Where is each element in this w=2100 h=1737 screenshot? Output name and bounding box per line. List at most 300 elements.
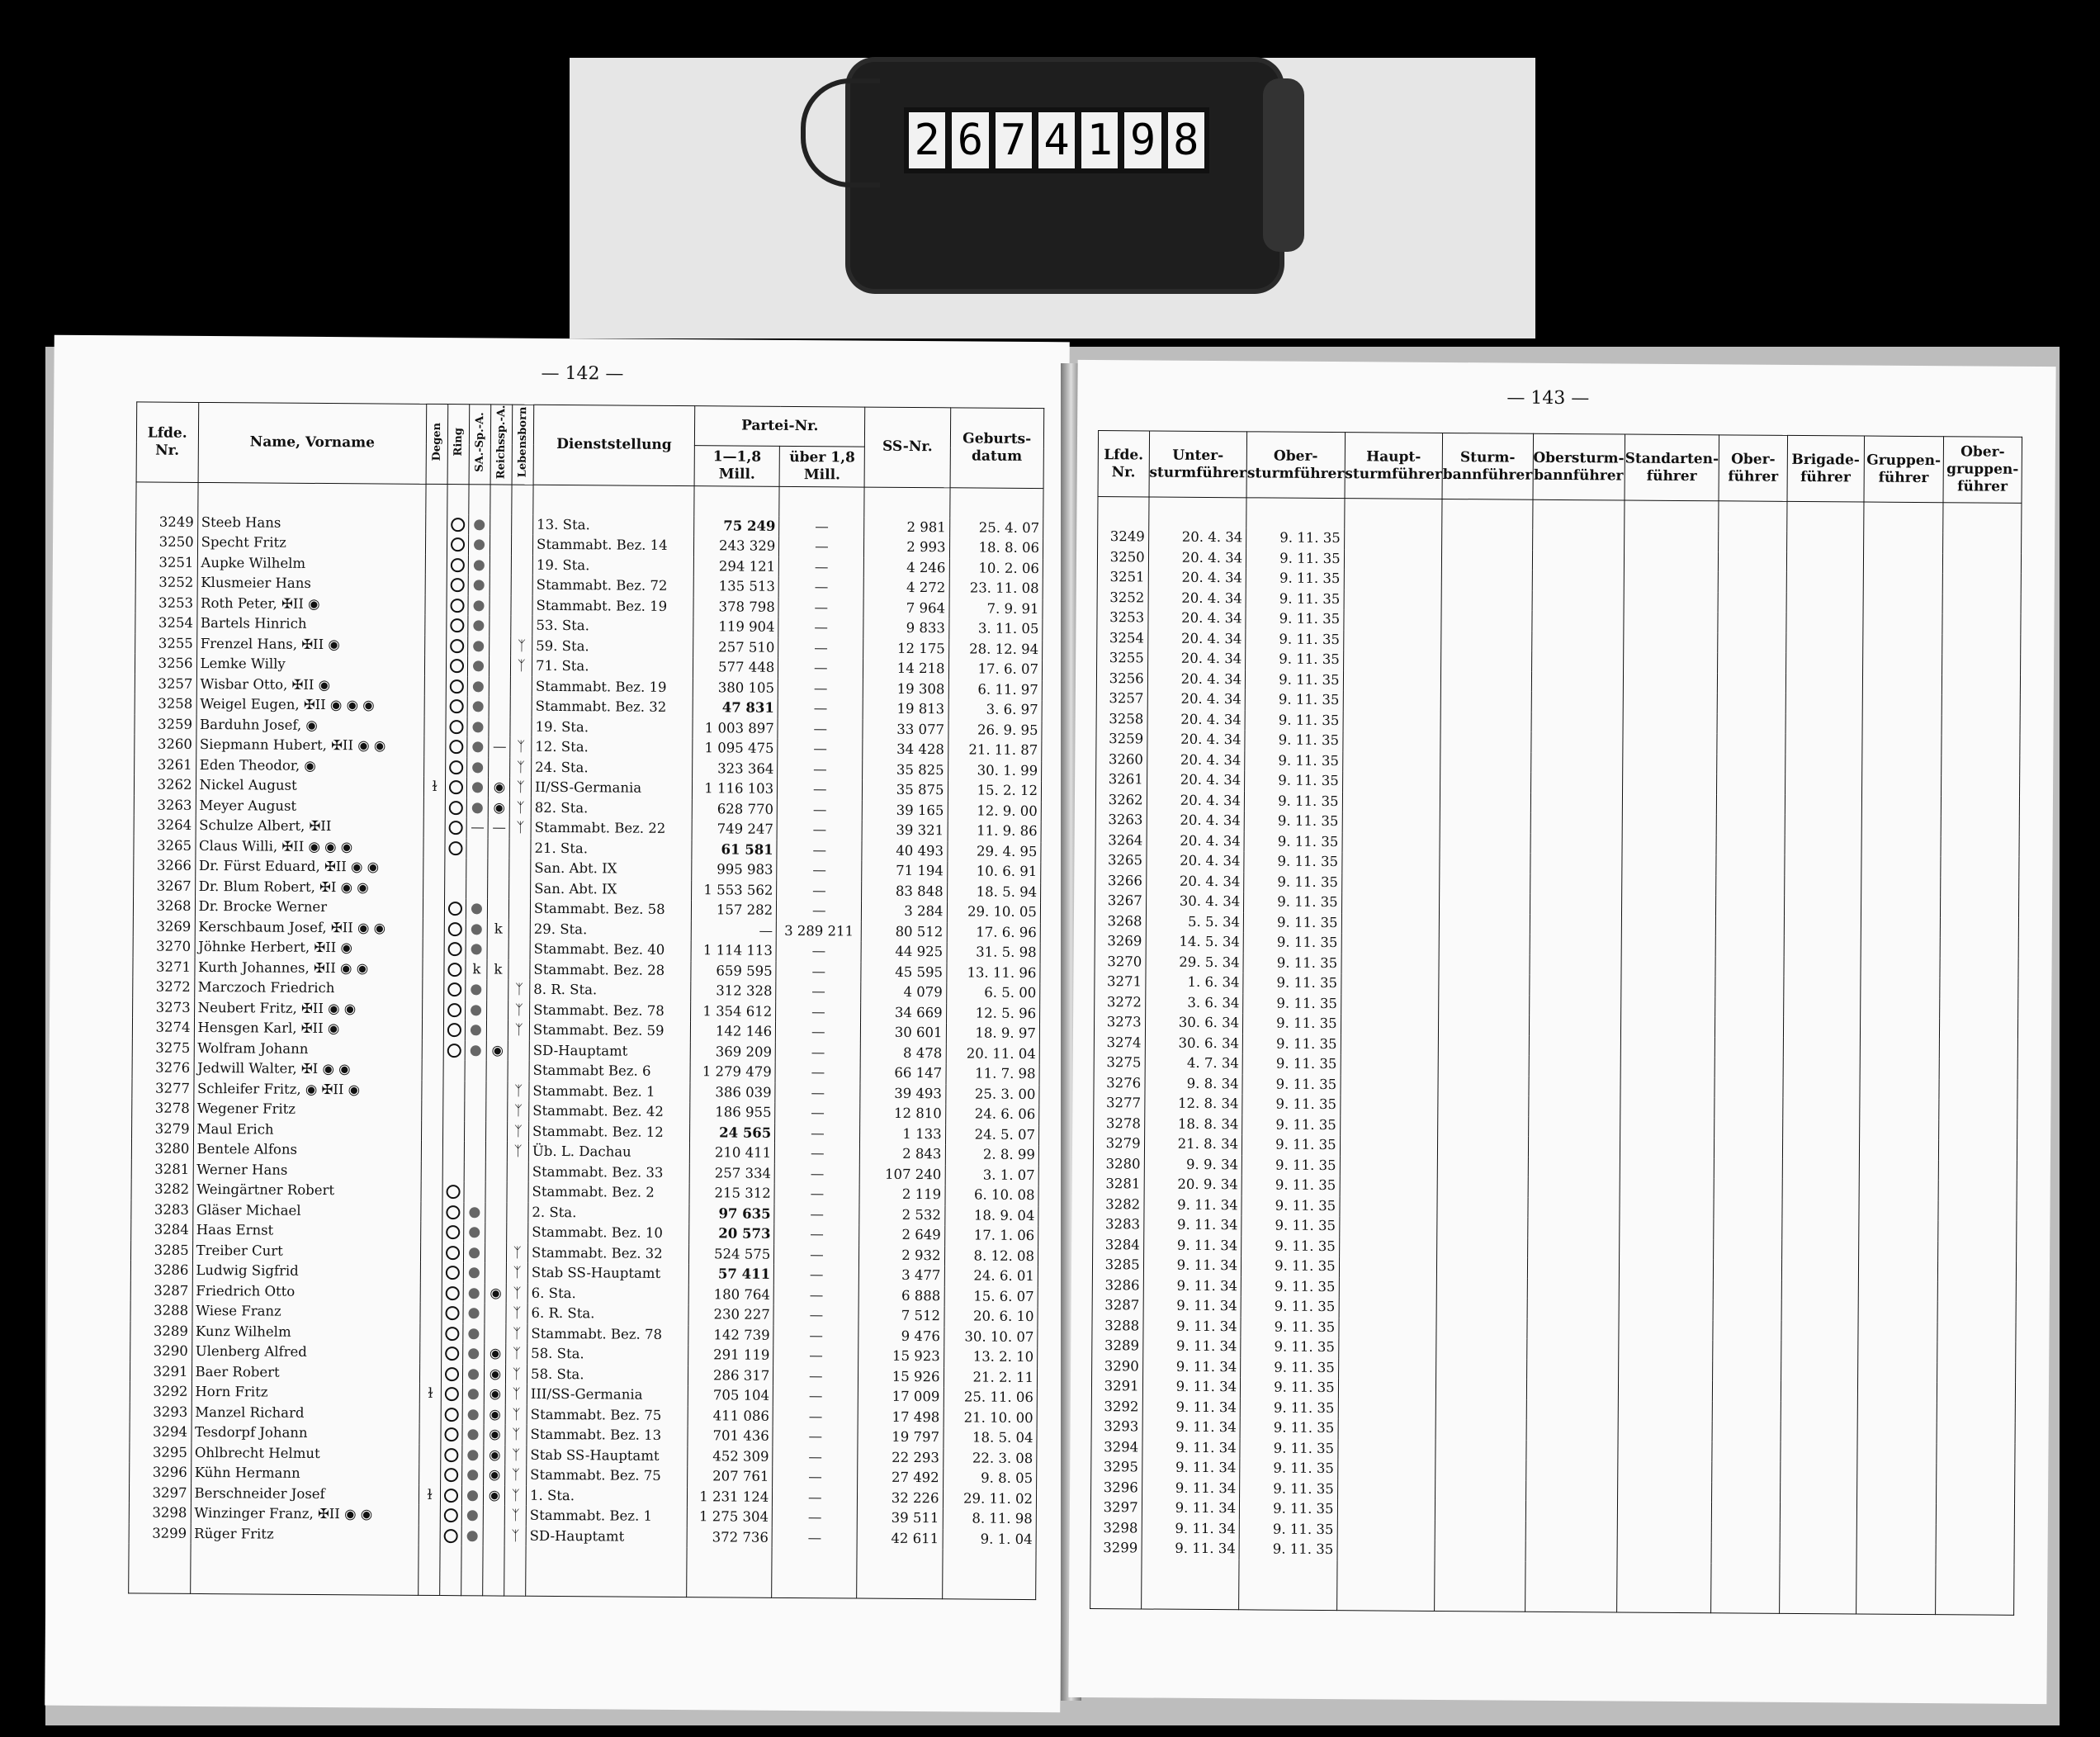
cell-reichssp-a: —	[489, 737, 510, 758]
left-register-body	[129, 482, 1043, 1600]
badge-mark-icon	[467, 1531, 478, 1541]
right-promotion-body	[1090, 497, 2022, 1615]
cell-ss-nr: 12 810	[860, 1104, 945, 1124]
cell-partei-nr-a: 294 121	[693, 556, 778, 577]
cell-empty	[1620, 1096, 1715, 1117]
cell-lebensborn	[511, 595, 532, 616]
cell-untersturmfuehrer: 20. 4. 34	[1147, 750, 1245, 770]
cell-untersturmfuehrer: 20. 4. 34	[1147, 831, 1245, 851]
cell-empty	[1337, 1479, 1435, 1500]
cell-lfd-nr: 3282	[131, 1180, 193, 1200]
cell-partei-nr-b: —	[774, 1204, 859, 1224]
cell-empty	[1439, 954, 1530, 974]
cell-empty	[1342, 792, 1440, 812]
cell-empty	[1861, 957, 1940, 977]
cell-lfd-nr: 3251	[135, 552, 197, 573]
cell-partei-nr-a: 47 831	[693, 698, 778, 718]
cell-reichssp-a	[489, 757, 510, 778]
cell-reichssp-a	[486, 1101, 508, 1122]
cell-degen	[421, 1202, 442, 1223]
cell-partei-nr-a: 61 581	[692, 840, 777, 860]
cell-lfd-nr: 3257	[135, 674, 196, 694]
ring-mark-icon	[449, 841, 463, 855]
cell-empty	[1530, 894, 1621, 915]
cell-ring	[447, 615, 469, 636]
cell-reichssp-a: ◉	[485, 1283, 507, 1304]
cell-partei-nr-a: 135 513	[693, 576, 778, 597]
badge-mark-icon	[472, 802, 483, 813]
cell-lebensborn	[507, 1223, 528, 1243]
cell-ss-nr: 35 875	[863, 780, 948, 801]
cell-sa-sp-a	[466, 919, 488, 939]
cell-partei-nr-b: —	[773, 1285, 858, 1305]
cell-geburtsdatum: 7. 9. 91	[948, 599, 1043, 619]
cell-empty	[1437, 1217, 1528, 1238]
cell-empty	[1344, 609, 1442, 630]
cell-degen	[426, 555, 447, 575]
cell-empty	[1436, 1298, 1527, 1318]
cell-empty	[1715, 1016, 1784, 1037]
cell-ring	[447, 534, 469, 555]
badge-mark-icon	[475, 519, 485, 530]
cell-partei-nr-a: 323 364	[693, 759, 778, 779]
cell-empty	[1863, 613, 1942, 634]
ring-mark-icon	[450, 659, 464, 673]
cell-empty	[1619, 1258, 1714, 1279]
cell-untersturmfuehrer: 9. 11. 34	[1142, 1376, 1241, 1397]
cell-empty	[1618, 1339, 1713, 1360]
ring-mark-icon	[448, 902, 462, 916]
cell-partei-nr-a: 286 317	[688, 1365, 773, 1386]
cell-dienststellung: 8. R. Sta.	[530, 980, 691, 1001]
cell-obersturmfuehrer: 9. 11. 35	[1242, 1256, 1340, 1276]
cell-geburtsdatum: 8. 11. 98	[943, 1508, 1037, 1529]
cell-lebensborn	[507, 1202, 528, 1223]
cell-empty	[1342, 771, 1440, 792]
cell-empty	[1936, 1484, 2014, 1504]
cell-lfd-nr: 3249	[136, 512, 198, 532]
cell-lebensborn: ᛉ	[508, 1121, 529, 1142]
cell-degen	[422, 1141, 443, 1162]
cell-empty	[1784, 977, 1861, 997]
cell-partei-nr-a: 157 282	[691, 900, 776, 921]
cell-empty	[1532, 530, 1624, 551]
cell-empty	[1941, 816, 2019, 836]
badge-mark-icon	[470, 1227, 480, 1238]
cell-partei-nr-b: —	[777, 820, 862, 840]
cell-name: Bentele Alfons	[193, 1139, 422, 1161]
cell-partei-nr-a: 215 312	[689, 1183, 774, 1204]
cell-sa-sp-a	[464, 1262, 485, 1283]
cell-dienststellung: Stammabt. Bez. 78	[527, 1323, 688, 1345]
cell-lebensborn: ᛉ	[507, 1242, 528, 1263]
cell-empty	[1437, 1196, 1528, 1217]
cell-empty	[1715, 1057, 1783, 1077]
cell-empty	[1713, 1299, 1781, 1320]
cell-name: Schulze Albert, ✠II	[196, 816, 424, 837]
cell-untersturmfuehrer: 20. 4. 34	[1148, 608, 1246, 628]
cell-lfd-nr: 3259	[1096, 729, 1147, 750]
cell-empty	[1937, 1281, 2016, 1302]
cell-lfd-nr: 3269	[1095, 931, 1146, 952]
cell-empty	[1623, 652, 1718, 673]
cell-empty	[1525, 1521, 1617, 1541]
cell-obersturmfuehrer: 9. 11. 35	[1245, 730, 1343, 750]
cell-partei-nr-a: 207 761	[688, 1466, 773, 1487]
cell-empty	[1785, 653, 1862, 674]
cell-ss-nr: 2 532	[859, 1205, 944, 1225]
cell-empty	[1617, 1501, 1712, 1522]
cell-name: Ludwig Sigfrid	[192, 1261, 421, 1282]
cell-untersturmfuehrer: 9. 9. 34	[1144, 1154, 1242, 1175]
cell-name: Jöhnke Herbert, ✠II ◉	[195, 937, 423, 958]
cell-obersturmfuehrer: 9. 11. 35	[1241, 1337, 1339, 1357]
cell-reichssp-a	[486, 1121, 508, 1142]
cell-empty	[1341, 973, 1439, 994]
cell-empty	[1862, 735, 1942, 755]
cell-lebensborn	[509, 859, 531, 879]
cell-empty	[1784, 896, 1861, 916]
cell-empty	[1526, 1339, 1618, 1360]
cell-empty	[1862, 674, 1942, 694]
badge-mark-icon	[468, 1429, 479, 1440]
cell-lfd-nr: 3291	[130, 1361, 192, 1382]
cell-empty	[1623, 712, 1718, 733]
cell-empty	[1941, 775, 2019, 796]
cell-lfd-nr: 3299	[129, 1523, 191, 1544]
cell-empty	[1940, 897, 2018, 917]
cell-untersturmfuehrer: 20. 4. 34	[1147, 628, 1246, 649]
cell-reichssp-a	[485, 1304, 506, 1324]
cell-lebensborn: ᛉ	[506, 1344, 527, 1365]
cell-degen	[425, 656, 447, 676]
cell-ss-nr: 17 498	[858, 1407, 943, 1427]
cell-partei-nr-a: 119 904	[693, 617, 778, 637]
cell-partei-nr-b: —	[776, 941, 861, 962]
cell-obersturmfuehrer: 9. 11. 35	[1245, 710, 1343, 731]
cell-degen	[426, 534, 447, 555]
cell-partei-nr-a: 257 334	[689, 1163, 774, 1184]
cell-partei-nr-a: 577 448	[693, 657, 778, 678]
cell-empty	[1782, 1158, 1859, 1179]
ring-mark-icon	[451, 578, 465, 592]
cell-empty	[1783, 1098, 1860, 1119]
cell-geburtsdatum: 3. 6. 97	[948, 699, 1043, 720]
cell-empty	[1440, 853, 1530, 873]
cell-empty	[1781, 1381, 1857, 1402]
cell-lfd-nr: 3287	[1092, 1295, 1143, 1316]
cell-untersturmfuehrer: 18. 8. 34	[1144, 1114, 1242, 1134]
cell-empty	[1785, 815, 1861, 835]
cell-empty	[1529, 1015, 1620, 1036]
cell-ring	[445, 798, 467, 818]
cell-empty	[1942, 594, 2021, 614]
cell-empty	[1436, 1358, 1527, 1379]
cell-obersturmfuehrer: 9. 11. 35	[1244, 831, 1342, 852]
cell-reichssp-a	[489, 717, 510, 737]
cell-empty	[1344, 569, 1442, 589]
cell-name: Gläser Michael	[192, 1200, 421, 1222]
cell-untersturmfuehrer: 3. 6. 34	[1145, 992, 1243, 1013]
badge-mark-icon	[467, 1490, 478, 1501]
cell-empty	[1435, 1419, 1526, 1440]
cell-empty	[1438, 1115, 1529, 1136]
ring-mark-icon	[450, 720, 464, 734]
ring-mark-icon	[449, 821, 463, 835]
cell-untersturmfuehrer: 20. 4. 34	[1147, 850, 1245, 871]
cell-empty	[1528, 1096, 1620, 1117]
cell-degen	[423, 878, 445, 899]
cell-partei-nr-b: —	[778, 638, 863, 659]
cell-degen	[420, 1323, 442, 1344]
cell-empty	[1713, 1280, 1781, 1300]
cell-ring	[445, 757, 467, 778]
right-promotion-table	[1090, 430, 2022, 1615]
cell-empty	[1783, 1058, 1860, 1078]
cell-name: Winzinger Franz, ✠II ◉ ◉	[191, 1503, 419, 1525]
cell-ss-nr: 3 477	[859, 1266, 944, 1286]
ring-mark-icon	[445, 1408, 459, 1422]
cell-empty	[1858, 1321, 1937, 1342]
cell-ss-nr: 107 240	[860, 1164, 945, 1185]
ring-mark-icon	[445, 1427, 459, 1441]
cell-lebensborn: ᛉ	[508, 1020, 530, 1041]
cell-empty	[1528, 1177, 1620, 1198]
cell-reichssp-a	[487, 1020, 508, 1041]
cell-ring	[442, 1262, 464, 1283]
cell-empty	[1942, 634, 2021, 655]
cell-empty	[1856, 1503, 1936, 1524]
cell-empty	[1530, 813, 1622, 834]
cell-untersturmfuehrer: 9. 11. 34	[1142, 1336, 1241, 1356]
cell-partei-nr-b: —	[777, 840, 862, 861]
cell-name: Steeb Hans	[197, 513, 426, 534]
cell-empty	[1715, 1138, 1783, 1158]
cell-lfd-nr: 3293	[1091, 1417, 1142, 1437]
cell-untersturmfuehrer: 20. 4. 34	[1147, 669, 1246, 689]
ring-mark-icon	[451, 518, 465, 532]
cell-partei-nr-a: 749 247	[692, 819, 777, 840]
cell-empty	[1344, 549, 1442, 570]
cell-ring	[441, 1364, 463, 1384]
cell-empty	[1338, 1358, 1436, 1379]
cell-empty	[1857, 1422, 1937, 1443]
cell-empty	[1939, 1039, 2017, 1059]
cell-lfd-nr: 3297	[1090, 1498, 1142, 1518]
cell-empty	[1437, 1176, 1528, 1197]
cell-empty	[1622, 774, 1717, 794]
cell-dienststellung: Stammabt. Bez. 42	[529, 1101, 690, 1123]
cell-empty	[1440, 873, 1530, 893]
cell-empty	[1856, 1523, 1936, 1544]
cell-empty	[1619, 1319, 1714, 1340]
cell-degen: ɫ	[420, 1384, 442, 1404]
cell-lebensborn: ᛉ	[506, 1404, 527, 1425]
cell-empty	[1438, 1075, 1529, 1096]
cell-name: Dr. Fürst Eduard, ✠II ◉ ◉	[195, 856, 423, 878]
cell-empty	[1861, 755, 1941, 775]
cell-dienststellung: Stammabt. Bez. 14	[532, 535, 693, 556]
cell-empty	[1441, 651, 1532, 671]
cell-name: Eden Theodor, ◉	[196, 755, 424, 777]
ring-mark-icon	[450, 618, 464, 632]
cell-empty	[1942, 674, 2020, 695]
ring-mark-icon	[447, 1044, 461, 1058]
cell-ring	[440, 1485, 462, 1506]
cell-obersturmfuehrer: 9. 11. 35	[1242, 1115, 1341, 1135]
cell-name: Dr. Brocke Werner	[195, 897, 423, 918]
cell-lfd-nr: 3264	[1095, 831, 1147, 851]
cell-ss-nr: 45 595	[861, 962, 946, 982]
cell-empty	[1860, 977, 1939, 998]
col-rank-5: Obersturm-bannführer	[1533, 433, 1625, 500]
cell-sa-sp-a: k	[466, 959, 487, 980]
col-reichssp-a: Reichssp.-A.	[490, 405, 513, 485]
col-rank-6: Standarten-führer	[1625, 434, 1719, 501]
cell-name: Siepmann Hubert, ✠II ◉ ◉	[196, 735, 424, 756]
cell-empty	[1618, 1400, 1713, 1421]
cell-dienststellung: Stammabt. Bez. 32	[527, 1242, 688, 1264]
cell-obersturmfuehrer: 9. 11. 35	[1240, 1479, 1338, 1499]
cell-untersturmfuehrer: 20. 4. 34	[1147, 729, 1246, 750]
cell-empty	[1526, 1318, 1618, 1339]
cell-empty	[1527, 1197, 1619, 1218]
cell-partei-nr-b: —	[776, 962, 861, 982]
cell-geburtsdatum: 6. 10. 08	[945, 1185, 1039, 1205]
cell-lebensborn: ᛉ	[507, 1263, 528, 1284]
cell-degen	[420, 1303, 442, 1323]
cell-empty	[1937, 1342, 2016, 1362]
cell-lebensborn	[512, 575, 533, 596]
cell-partei-nr-b: —	[773, 1406, 858, 1427]
cell-lebensborn: ᛉ	[510, 778, 532, 798]
cell-empty	[1435, 1500, 1525, 1521]
badge-mark-icon	[474, 539, 485, 550]
cell-untersturmfuehrer: 9. 11. 34	[1143, 1316, 1242, 1337]
cell-dienststellung: Stammabt. Bez. 2	[528, 1182, 689, 1204]
cell-empty	[1618, 1380, 1713, 1400]
cell-empty	[1785, 774, 1861, 795]
cell-lfd-nr: 3272	[1095, 992, 1146, 1013]
cell-obersturmfuehrer: 9. 11. 35	[1244, 872, 1342, 892]
cell-empty	[1859, 1099, 1938, 1119]
cell-name: Ulenberg Alfred	[192, 1342, 420, 1363]
cell-untersturmfuehrer: 30. 6. 34	[1145, 1012, 1243, 1033]
cell-dienststellung: Stammabt. Bez. 40	[530, 939, 691, 961]
cell-reichssp-a	[487, 980, 508, 1001]
cell-empty	[1343, 690, 1441, 711]
cell-empty	[1620, 1198, 1715, 1219]
cell-empty	[1530, 773, 1622, 793]
cell-partei-nr-b: —	[777, 860, 862, 881]
cell-empty	[1942, 735, 2020, 755]
cell-empty	[1938, 1139, 2017, 1160]
cell-empty	[1437, 1156, 1528, 1176]
cell-name: Werner Hans	[193, 1160, 422, 1181]
cell-empty	[1531, 631, 1623, 651]
cell-sa-sp-a	[469, 555, 490, 575]
cell-empty	[1623, 632, 1718, 652]
cell-empty	[1781, 1361, 1857, 1381]
cell-geburtsdatum: 22. 3. 08	[943, 1448, 1037, 1469]
cell-partei-nr-a: 1 553 562	[692, 880, 777, 901]
ring-mark-icon	[448, 922, 462, 936]
cell-untersturmfuehrer: 20. 4. 34	[1148, 588, 1246, 608]
ring-mark-icon	[451, 599, 465, 613]
cell-partei-nr-a: 380 105	[693, 678, 778, 698]
cell-lfd-nr: 3264	[134, 816, 196, 836]
cell-sa-sp-a	[465, 1060, 486, 1081]
cell-reichssp-a	[490, 555, 512, 575]
cell-empty	[1623, 693, 1718, 713]
cell-sa-sp-a	[468, 595, 490, 616]
cell-sa-sp-a	[468, 696, 490, 717]
cell-empty	[1717, 693, 1785, 713]
cell-geburtsdatum: 30. 10. 07	[944, 1327, 1038, 1347]
cell-lfd-nr: 3256	[1096, 669, 1147, 689]
cell-sa-sp-a	[464, 1181, 485, 1202]
cell-degen	[423, 1040, 444, 1061]
cell-sa-sp-a: —	[466, 817, 488, 838]
cell-sa-sp-a	[467, 736, 489, 757]
cell-obersturmfuehrer: 9. 11. 35	[1242, 1034, 1341, 1054]
cell-partei-nr-a: 257 510	[693, 637, 778, 658]
cell-untersturmfuehrer: 9. 11. 34	[1142, 1518, 1240, 1539]
cell-empty	[1620, 1056, 1715, 1077]
cell-empty	[1436, 1318, 1527, 1338]
cell-empty	[1717, 774, 1785, 794]
cell-dienststellung: Stammabt. Bez. 72	[532, 575, 693, 597]
cell-empty	[1439, 934, 1530, 954]
cell-reichssp-a	[485, 1263, 507, 1284]
cell-untersturmfuehrer: 9. 11. 34	[1142, 1538, 1240, 1559]
cell-empty	[1617, 1481, 1712, 1502]
badge-mark-icon	[467, 1510, 478, 1521]
cell-obersturmfuehrer: 9. 11. 35	[1241, 1296, 1339, 1317]
cell-lfd-nr: 3263	[1095, 810, 1147, 831]
cell-empty	[1441, 610, 1532, 631]
cell-reichssp-a	[485, 1202, 507, 1223]
cell-empty	[1785, 794, 1861, 815]
cell-ring	[440, 1526, 462, 1546]
cell-lfd-nr: 3265	[134, 835, 196, 856]
cell-lfd-nr: 3268	[1095, 911, 1146, 932]
cell-partei-nr-a: 210 411	[689, 1143, 774, 1163]
cell-reichssp-a	[490, 514, 512, 535]
badge-mark-icon	[468, 1389, 479, 1399]
cell-partei-nr-b: —	[773, 1446, 858, 1467]
cell-empty	[1623, 733, 1718, 754]
cell-ss-nr: 71 194	[862, 861, 947, 882]
cell-empty	[1435, 1399, 1526, 1419]
cell-obersturmfuehrer: 9. 11. 35	[1241, 1357, 1339, 1378]
cell-lfd-nr: 3258	[135, 694, 196, 715]
cell-empty	[1937, 1322, 2016, 1342]
cell-empty	[1528, 1137, 1620, 1157]
ring-mark-icon	[446, 1225, 460, 1239]
cell-empty	[1530, 914, 1621, 935]
cell-ring	[442, 1283, 464, 1304]
cell-empty	[1526, 1420, 1618, 1441]
cell-name: Jedwill Walter, ✠I ◉ ◉	[194, 1058, 423, 1080]
cell-reichssp-a	[485, 1242, 507, 1263]
cell-lebensborn	[511, 616, 532, 637]
cell-lebensborn	[509, 939, 531, 960]
cell-obersturmfuehrer: 9. 11. 35	[1239, 1539, 1337, 1560]
cell-empty	[1861, 876, 1940, 897]
cell-reichssp-a: ◉	[484, 1445, 505, 1465]
cell-partei-nr-b: —	[773, 1305, 858, 1326]
